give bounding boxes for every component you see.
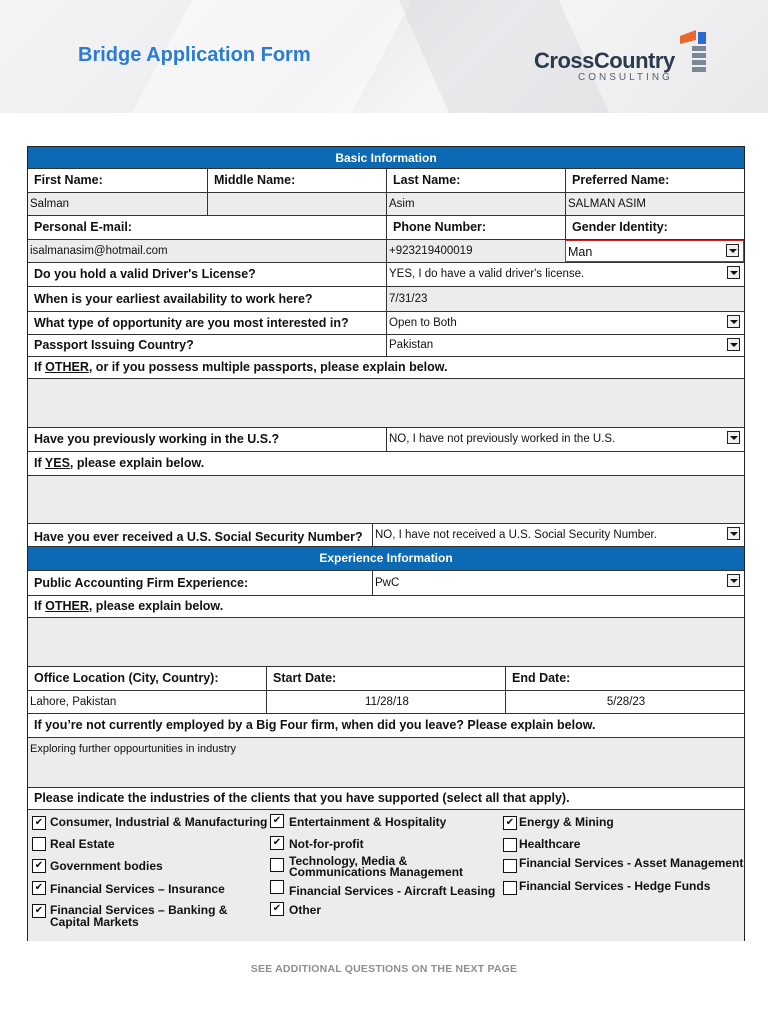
prompt-emphasis: YES — [44, 456, 70, 470]
page-title: Bridge Application Form — [78, 44, 311, 66]
industry-label: Real Estate — [50, 837, 115, 851]
office-location-label: Office Location (City, Country): — [34, 671, 219, 685]
industry-checkbox[interactable] — [32, 837, 46, 851]
gender-label: Gender Identity: — [565, 216, 744, 239]
prompt-emphasis: OTHER — [45, 599, 89, 613]
industry-checkbox[interactable] — [503, 881, 517, 895]
availability-field[interactable]: 7/31/23 — [386, 287, 744, 311]
section-experience-information — [28, 547, 744, 571]
dropdown-arrow-icon[interactable] — [727, 574, 740, 587]
logo-subtitle: CONSULTING — [578, 72, 673, 83]
application-form — [27, 146, 745, 941]
us-work-value: NO, I have not previously worked in the U.S. — [389, 433, 616, 445]
yes-explain-answer — [28, 476, 744, 523]
industry-label: Financial Services – Insurance — [50, 882, 225, 896]
yes-explain-answer-field[interactable] — [28, 476, 744, 524]
yes-explain-prompt-row — [28, 452, 744, 476]
prompt-text: If — [34, 599, 46, 613]
leave-question: If you’re not currently employed by a Big Four firm, when did you leave? Please explain below. — [34, 718, 596, 732]
end-date-field[interactable]: 5/28/23 — [505, 691, 744, 713]
dropdown-arrow-icon[interactable] — [726, 244, 739, 257]
ssn-select[interactable] — [372, 524, 744, 546]
other-passport-prompt-row — [28, 357, 744, 379]
prompt-text: , or if you possess multiple passports, please explain below. — [88, 360, 448, 374]
industry-label: Energy & Mining — [519, 815, 614, 829]
dropdown-arrow-icon[interactable] — [727, 266, 740, 279]
opportunity-select[interactable] — [386, 312, 744, 334]
industry-checkbox[interactable] — [270, 858, 284, 872]
prompt-text: , please explain below. — [69, 456, 205, 470]
first-name-field[interactable]: Salman — [30, 198, 69, 210]
dropdown-arrow-icon[interactable] — [727, 315, 740, 328]
industry-label: Financial Services - Aircraft Leasing — [289, 884, 496, 898]
name-values-row — [28, 193, 744, 216]
industry-checkbox-checked[interactable]: ✔ — [270, 814, 284, 828]
page-header — [0, 0, 768, 113]
dropdown-arrow-icon[interactable] — [727, 527, 740, 540]
office-location-field[interactable]: Lahore, Pakistan — [30, 696, 117, 708]
ssn-row — [28, 524, 744, 547]
other-passport-prompt — [28, 357, 744, 378]
passport-select[interactable] — [386, 335, 744, 356]
phone-field[interactable]: +923219400019 — [386, 240, 565, 262]
industries-checkbox-area — [28, 810, 744, 941]
section-title: Basic Information — [335, 151, 437, 165]
availability-row — [28, 287, 744, 312]
other-firm-prompt — [28, 596, 744, 617]
ssn-value: NO, I have not received a U.S. Social Security Number. — [375, 529, 657, 541]
firm-row — [28, 571, 744, 596]
other-firm-answer — [28, 618, 744, 666]
start-date-field[interactable]: 11/28/18 — [266, 691, 505, 713]
phone-label: Phone Number: — [386, 216, 565, 239]
firm-select[interactable] — [372, 571, 744, 595]
us-work-row — [28, 428, 744, 452]
middle-name-field[interactable] — [207, 193, 386, 215]
firm-value: PwC — [375, 577, 400, 589]
contact-values-row — [28, 240, 744, 263]
dropdown-arrow-icon[interactable] — [727, 338, 740, 351]
industry-label: Not-for-profit — [289, 837, 364, 851]
industry-label: Technology, Media & Communications Management — [289, 854, 464, 879]
industry-checkbox-checked[interactable]: ✔ — [270, 836, 284, 850]
industry-label: Other — [289, 903, 322, 917]
gender-select[interactable] — [565, 240, 744, 262]
office-values-row — [28, 691, 744, 714]
industry-label: Financial Services - Asset Management — [519, 856, 744, 870]
industry-label: Government bodies — [50, 859, 163, 873]
passport-row — [28, 335, 744, 357]
prompt-text: If — [34, 456, 45, 470]
section-basic-information — [28, 147, 744, 169]
opportunity-row — [28, 312, 744, 335]
middle-name-label: Middle Name: — [207, 169, 386, 192]
company-logo — [534, 30, 714, 90]
other-passport-answer — [28, 379, 744, 427]
footer-note: SEE ADDITIONAL QUESTIONS ON THE NEXT PAGE — [250, 963, 518, 975]
other-passport-answer-field[interactable] — [28, 379, 744, 428]
contact-labels-row — [28, 216, 744, 240]
industries-question-row — [28, 788, 744, 810]
last-name-label: Last Name: — [386, 169, 565, 192]
us-work-question: Have you previously working in the U.S.? — [34, 432, 280, 446]
name-labels-row — [28, 169, 744, 193]
dropdown-arrow-icon[interactable] — [727, 431, 740, 444]
leave-answer-field[interactable] — [28, 738, 744, 788]
leave-question-row — [28, 714, 744, 738]
leave-answer: Exploring further oppourtunities in industry — [30, 743, 237, 755]
last-name-field[interactable]: Asim — [386, 193, 565, 215]
preferred-name-label: Preferred Name: — [565, 169, 744, 192]
industry-checkbox[interactable] — [270, 880, 284, 894]
office-labels-row — [28, 667, 744, 691]
industry-label: Financial Services - Hedge Funds — [519, 879, 711, 893]
other-firm-answer-field[interactable] — [28, 618, 744, 667]
industry-checkbox-checked[interactable]: ✔ — [32, 859, 46, 873]
end-date-label: End Date: — [505, 667, 744, 690]
other-firm-prompt-row — [28, 596, 744, 618]
industry-label: Healthcare — [519, 837, 581, 851]
industry-checkbox-checked[interactable]: ✔ — [270, 902, 284, 916]
passport-question: Passport Issuing Country? — [34, 338, 194, 352]
opportunity-question: What type of opportunity are you most interested in? — [34, 316, 349, 330]
industry-checkbox-checked[interactable]: ✔ — [32, 881, 46, 895]
industry-checkbox[interactable] — [503, 859, 517, 873]
drivers-license-row — [28, 263, 744, 287]
preferred-name-field[interactable]: SALMAN ASIM — [565, 193, 744, 215]
industry-label: Entertainment & Hospitality — [289, 815, 447, 829]
gender-value: Man — [568, 245, 593, 259]
industry-checkbox-checked[interactable]: ✔ — [32, 816, 46, 830]
ssn-question: Have you ever received a U.S. Social Security Number? — [34, 530, 363, 544]
prompt-text: , please explain below. — [88, 599, 224, 613]
drivers-license-question: Do you hold a valid Driver's License? — [34, 267, 256, 281]
industries-question: Please indicate the industries of the clients that you have supported (select all that apply). — [34, 791, 570, 805]
drivers-license-select[interactable] — [386, 263, 744, 286]
availability-question: When is your earliest availability to work here? — [34, 292, 313, 306]
email-field[interactable]: isalmanasim@hotmail.com — [30, 245, 168, 257]
drivers-license-value: YES, I do have a valid driver's license. — [389, 268, 585, 280]
industry-label: Consumer, Industrial & Manufacturing — [50, 815, 268, 829]
industry-checkbox-checked[interactable]: ✔ — [503, 816, 517, 830]
yes-explain-prompt — [28, 452, 744, 475]
industry-checkbox[interactable] — [503, 838, 517, 852]
prompt-text: If — [34, 360, 46, 374]
first-name-label: First Name: — [34, 173, 103, 187]
firm-label: Public Accounting Firm Experience: — [34, 576, 249, 590]
logo-wordmark: CrossCountry — [534, 48, 675, 73]
start-date-label: Start Date: — [266, 667, 505, 690]
industry-label: Financial Services – Banking & Capital Markets — [50, 903, 228, 929]
passport-value: Pakistan — [389, 339, 434, 351]
prompt-emphasis: OTHER — [45, 360, 89, 374]
us-work-select[interactable] — [386, 428, 744, 451]
industry-checkbox-checked[interactable]: ✔ — [32, 904, 46, 918]
section-title: Experience Information — [319, 551, 453, 565]
email-label: Personal E-mail: — [34, 220, 132, 234]
opportunity-value: Open to Both — [389, 317, 457, 329]
